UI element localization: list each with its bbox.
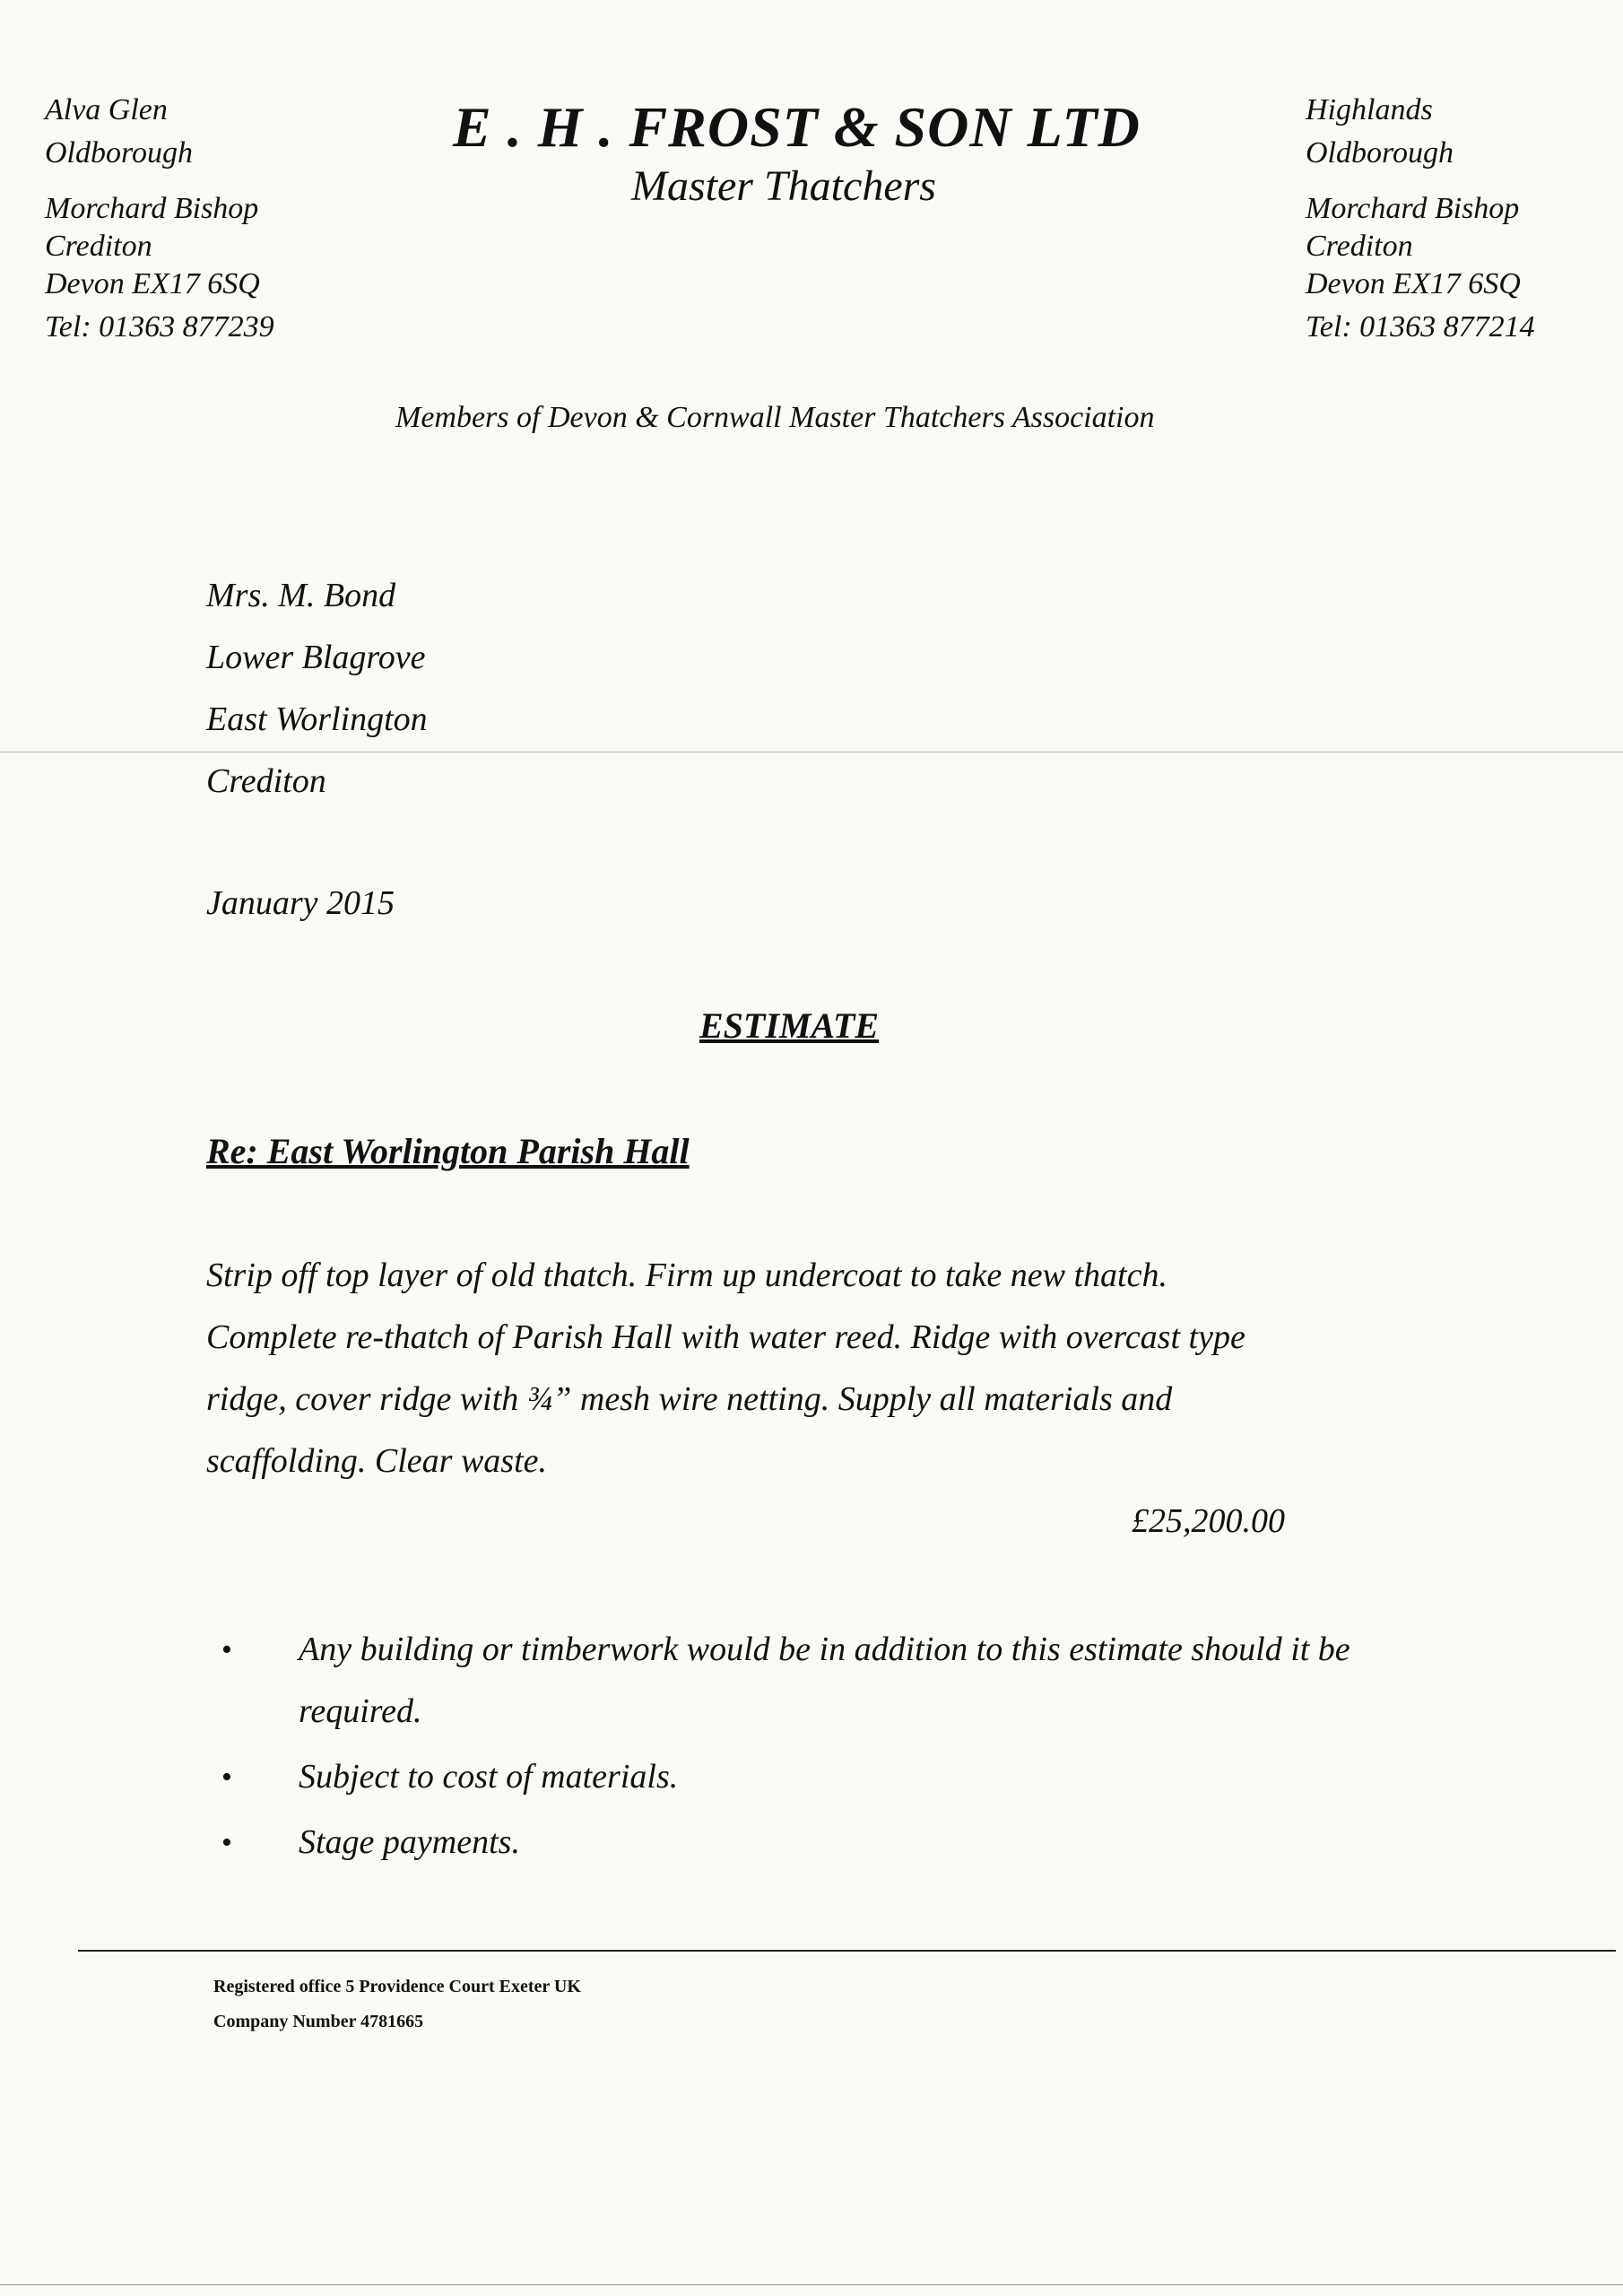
left-address-line: Morchard Bishop (45, 192, 259, 225)
membership-line: Members of Devon & Cornwall Master Thatchers Association (395, 401, 1155, 434)
estimate-description (206, 1245, 1399, 1492)
company-subtitle: Master Thatchers (631, 162, 936, 210)
right-telephone: Tel: 01363 877214 (1306, 310, 1535, 344)
right-address-line: Crediton (1306, 230, 1413, 263)
left-telephone: Tel: 01363 877239 (45, 310, 274, 344)
description-line: ridge, cover ridge with ¾” mesh wire netting. Supply all materials and (206, 1380, 1173, 1418)
estimate-price: £25,200.00 (1132, 1502, 1285, 1540)
list-item-text: Stage payments. (299, 1823, 520, 1861)
conditions-list (221, 1619, 1437, 1877)
company-name: E . H . FROST & SON LTD (453, 95, 1141, 159)
company-number: Company Number 4781665 (213, 2012, 424, 2031)
recipient-address-line: Lower Blagrove (206, 639, 426, 676)
right-address-line: Morchard Bishop (1306, 192, 1520, 225)
recipient-address (206, 565, 428, 813)
bullet-icon: • (221, 1826, 232, 1859)
left-address-line: Crediton (45, 230, 152, 263)
left-address-block (45, 91, 368, 346)
recipient-address-line: Crediton (206, 762, 326, 800)
bullet-icon: • (221, 1761, 232, 1794)
right-address-block (1306, 91, 1601, 346)
footer-block (213, 1970, 581, 2039)
page-bottom-edge (0, 2284, 1623, 2285)
left-address-line: Oldborough (45, 136, 193, 170)
description-line: Complete re-thatch of Parish Hall with water reed. Ridge with overcast type (206, 1318, 1245, 1356)
list-item-text: Any building or timberwork would be in addition to this estimate should it be required. (299, 1631, 1350, 1730)
description-line: scaffolding. Clear waste. (206, 1442, 547, 1480)
document-title: ESTIMATE (699, 1005, 880, 1046)
letter-date: January 2015 (206, 884, 395, 922)
list-item (221, 1812, 1437, 1874)
bullet-icon: • (221, 1633, 232, 1666)
right-address-line: Devon EX17 6SQ (1306, 267, 1521, 300)
right-address-line: Oldborough (1306, 136, 1454, 170)
right-address-line: Highlands (1306, 93, 1433, 126)
registered-office: Registered office 5 Providence Court Exeter UK (213, 1977, 581, 1996)
left-address-line: Alva Glen (45, 93, 168, 126)
footer-divider (78, 1950, 1616, 1952)
subject-line: Re: East Worlington Parish Hall (206, 1131, 690, 1171)
list-item-text: Subject to cost of materials. (299, 1758, 679, 1796)
left-address-line: Devon EX17 6SQ (45, 267, 260, 300)
recipient-address-line: East Worlington (206, 700, 428, 738)
list-item (221, 1619, 1437, 1743)
description-line: Strip off top layer of old thatch. Firm up undercoat to take new thatch. (206, 1257, 1167, 1294)
list-item (221, 1746, 1437, 1808)
recipient-name: Mrs. M. Bond (206, 577, 396, 614)
